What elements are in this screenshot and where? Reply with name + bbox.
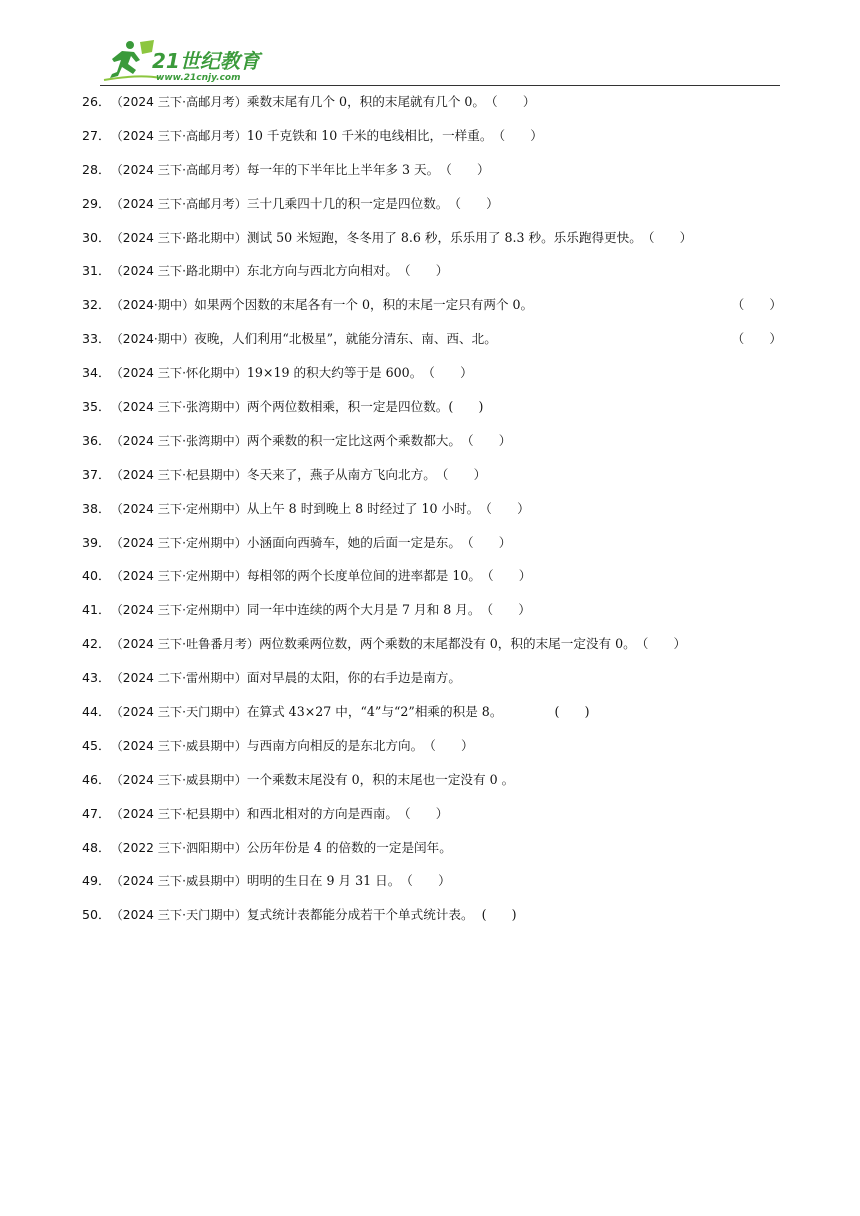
question-source: （2024 三下·怀化期中） xyxy=(110,366,247,381)
question-item xyxy=(82,194,782,228)
question-item xyxy=(82,533,782,567)
answer-blank[interactable]: （ ） xyxy=(398,263,449,279)
question-number: 36． xyxy=(82,432,111,448)
question-item xyxy=(82,397,782,431)
question-statement: 一个乘数末尾没有 0，积的末尾也一定没有 0 。 xyxy=(246,771,515,787)
logo-title: 21世纪教育 xyxy=(152,49,260,73)
question-number: 33． xyxy=(82,331,111,347)
question-statement: 三十几乘四十几的积一定是四位数。 xyxy=(246,195,449,211)
answer-blank[interactable]: （ ） xyxy=(641,229,693,245)
question-source: （2024 三下·高邮月考） xyxy=(110,95,247,109)
question-number: 50． xyxy=(82,907,111,923)
question-source: （2024 三下·定州期中） xyxy=(110,603,247,618)
question-number: 34． xyxy=(82,365,111,381)
question-statement: 与西南方向相反的是东北方向。 xyxy=(246,737,424,753)
question-number: 38． xyxy=(82,500,111,516)
question-source: （2024 三下·杞县期中） xyxy=(110,806,247,821)
question-number: 30． xyxy=(82,229,111,245)
question-number: 26． xyxy=(82,94,111,109)
question-source: （2024 三下·威县期中） xyxy=(110,738,247,753)
question-statement: 如果两个因数的末尾各有一个 0，积的末尾一定只有两个 0。 xyxy=(194,297,534,313)
question-item xyxy=(82,905,782,939)
question-statement: 小涵面向西骑车，她的后面一定是东。 xyxy=(246,534,461,550)
question-item xyxy=(82,126,782,160)
question-number: 42． xyxy=(82,636,111,652)
question-source: （2024 三下·威县期中） xyxy=(110,874,247,889)
question-source: （2024 三下·高邮月考） xyxy=(110,162,247,177)
answer-blank[interactable]: （ ） xyxy=(731,297,782,313)
question-item xyxy=(82,499,782,533)
question-number: 27． xyxy=(82,127,111,143)
question-item xyxy=(82,736,782,770)
question-source: （2024 三下·定州期中） xyxy=(110,569,247,584)
answer-blank[interactable]: （ ） xyxy=(423,737,474,753)
question-item xyxy=(82,160,782,194)
answer-blank[interactable]: ( ) xyxy=(473,907,517,923)
question-statement: 两个乘数的积一定比这两个乘数都大。 xyxy=(246,432,461,448)
question-statement: 19×19 的积大约等于是 600。 xyxy=(246,365,423,381)
question-statement: 公历年份是 4 的倍数的一定是闰年。 xyxy=(246,839,452,855)
question-source: （2024 三下·天门期中） xyxy=(110,705,247,720)
question-statement: 每一年的下半年比上半年多 3 天。 xyxy=(246,161,440,177)
question-source: （2022 三下·泗阳期中） xyxy=(110,840,247,855)
question-number: 31． xyxy=(82,263,111,279)
question-number: 45． xyxy=(82,737,111,753)
question-statement: 两位数乘两位数，两个乘数的末尾都没有 0，积的末尾一定没有 0。 xyxy=(259,636,636,652)
question-item xyxy=(82,634,782,668)
answer-blank[interactable]: （ ） xyxy=(400,873,451,889)
question-source: （2024 三下·张湾期中） xyxy=(110,400,247,415)
answer-blank[interactable]: （ ） xyxy=(479,500,530,516)
answer-blank[interactable]: （ ） xyxy=(485,94,536,109)
answer-blank[interactable]: （ ） xyxy=(439,161,490,177)
answer-blank[interactable]: （ ） xyxy=(422,365,473,381)
question-number: 41． xyxy=(82,602,111,618)
question-item xyxy=(82,702,782,736)
question-statement: 夜晚，人们利用“北极星”，就能分清东、南、西、北。 xyxy=(194,331,497,347)
page-header xyxy=(100,38,780,86)
answer-blank[interactable]: （ ） xyxy=(398,805,449,821)
answer-blank[interactable]: （ ） xyxy=(731,331,782,347)
question-item xyxy=(82,329,782,363)
question-item xyxy=(82,566,782,600)
question-statement: 乘数末尾有几个 0，积的末尾就有几个 0。 xyxy=(246,94,486,109)
question-number: 46． xyxy=(82,771,111,787)
logo-url: www.21cnjy.com xyxy=(156,73,241,83)
question-list xyxy=(82,92,782,939)
answer-blank[interactable]: （ ） xyxy=(448,195,499,211)
question-item xyxy=(82,804,782,838)
question-source: （2024 三下·天门期中） xyxy=(110,908,247,923)
question-item xyxy=(82,770,782,804)
question-number: 28． xyxy=(82,161,111,177)
question-number: 37． xyxy=(82,466,111,482)
question-number: 47． xyxy=(82,805,111,821)
answer-blank[interactable]: （ ） xyxy=(460,534,512,550)
question-number: 35． xyxy=(82,399,111,415)
question-number: 40． xyxy=(82,568,111,584)
question-statement: 明明的生日在 9 月 31 日。 xyxy=(246,873,401,889)
question-source: （2024 三下·杞县期中） xyxy=(110,467,247,482)
answer-blank[interactable]: （ ） xyxy=(635,636,687,652)
question-number: 44． xyxy=(82,704,111,720)
question-source: （2024 三下·高邮月考） xyxy=(110,196,247,211)
question-statement: 同一年中连续的两个大月是 7 月和 8 月。 xyxy=(246,602,481,618)
question-item xyxy=(82,295,782,329)
question-statement: 两个两位数相乘，积一定是四位数。 xyxy=(246,399,449,415)
question-source: （2024 三下·定州期中） xyxy=(110,535,247,550)
question-number: 43． xyxy=(82,670,111,686)
question-source: （2024 三下·吐鲁番月考） xyxy=(110,637,260,652)
answer-blank[interactable]: （ ） xyxy=(460,432,512,448)
question-number: 48． xyxy=(82,839,111,855)
question-statement: 10 千克铁和 10 千米的电线相比，一样重。 xyxy=(246,127,493,143)
question-statement: 东北方向与西北方向相对。 xyxy=(246,263,399,279)
question-item xyxy=(82,465,782,499)
question-source: （2024 三下·威县期中） xyxy=(110,772,247,787)
question-item xyxy=(82,668,782,702)
question-statement: 测试 50 米短跑，冬冬用了 8.6 秒，乐乐用了 8.3 秒。乐乐跑得更快。 xyxy=(246,229,642,245)
question-source: （2024 三下·高邮月考） xyxy=(110,128,247,143)
question-statement: 每相邻的两个长度单位间的进率都是 10。 xyxy=(246,568,482,584)
question-statement: 和西北相对的方向是西南。 xyxy=(246,805,399,821)
question-item xyxy=(82,363,782,397)
question-source: （2024·期中） xyxy=(110,332,195,347)
question-statement: 从上午 8 时到晚上 8 时经过了 10 小时。 xyxy=(246,500,480,516)
question-number: 29． xyxy=(82,195,111,211)
question-source: （2024·期中） xyxy=(110,298,195,313)
question-source: （2024 三下·路北期中） xyxy=(110,230,247,245)
question-source: （2024 三下·路北期中） xyxy=(110,264,247,279)
question-source: （2024 三下·定州期中） xyxy=(110,501,247,516)
logo xyxy=(100,38,270,84)
question-number: 49． xyxy=(82,873,111,889)
question-statement: 复式统计表都能分成若干个单式统计表。 xyxy=(246,907,474,923)
question-item xyxy=(82,871,782,905)
answer-blank[interactable]: ( ) xyxy=(448,399,484,415)
question-source: （2024 二下·雷州期中） xyxy=(110,671,247,686)
question-statement: 冬天来了，燕子从南方飞向北方。 xyxy=(246,466,436,482)
answer-blank[interactable]: （ ） xyxy=(492,127,543,143)
question-statement: 面对早晨的太阳，你的右手边是南方。 xyxy=(246,670,461,686)
header-rule xyxy=(100,85,780,86)
question-item xyxy=(82,261,782,295)
answer-blank[interactable]: （ ） xyxy=(481,568,532,584)
question-item xyxy=(82,838,782,872)
question-item xyxy=(82,600,782,634)
question-item xyxy=(82,228,782,262)
question-item xyxy=(82,431,782,465)
answer-blank[interactable]: （ ） xyxy=(435,466,487,482)
answer-blank[interactable]: （ ） xyxy=(480,602,531,618)
answer-blank[interactable]: ( ) xyxy=(502,704,590,720)
question-number: 39． xyxy=(82,534,111,550)
question-number: 32． xyxy=(82,297,111,313)
question-item xyxy=(82,92,782,126)
question-statement: 在算式 43×27 中，“4”与“2”相乘的积是 8。 xyxy=(246,704,503,720)
question-source: （2024 三下·张湾期中） xyxy=(110,433,247,448)
